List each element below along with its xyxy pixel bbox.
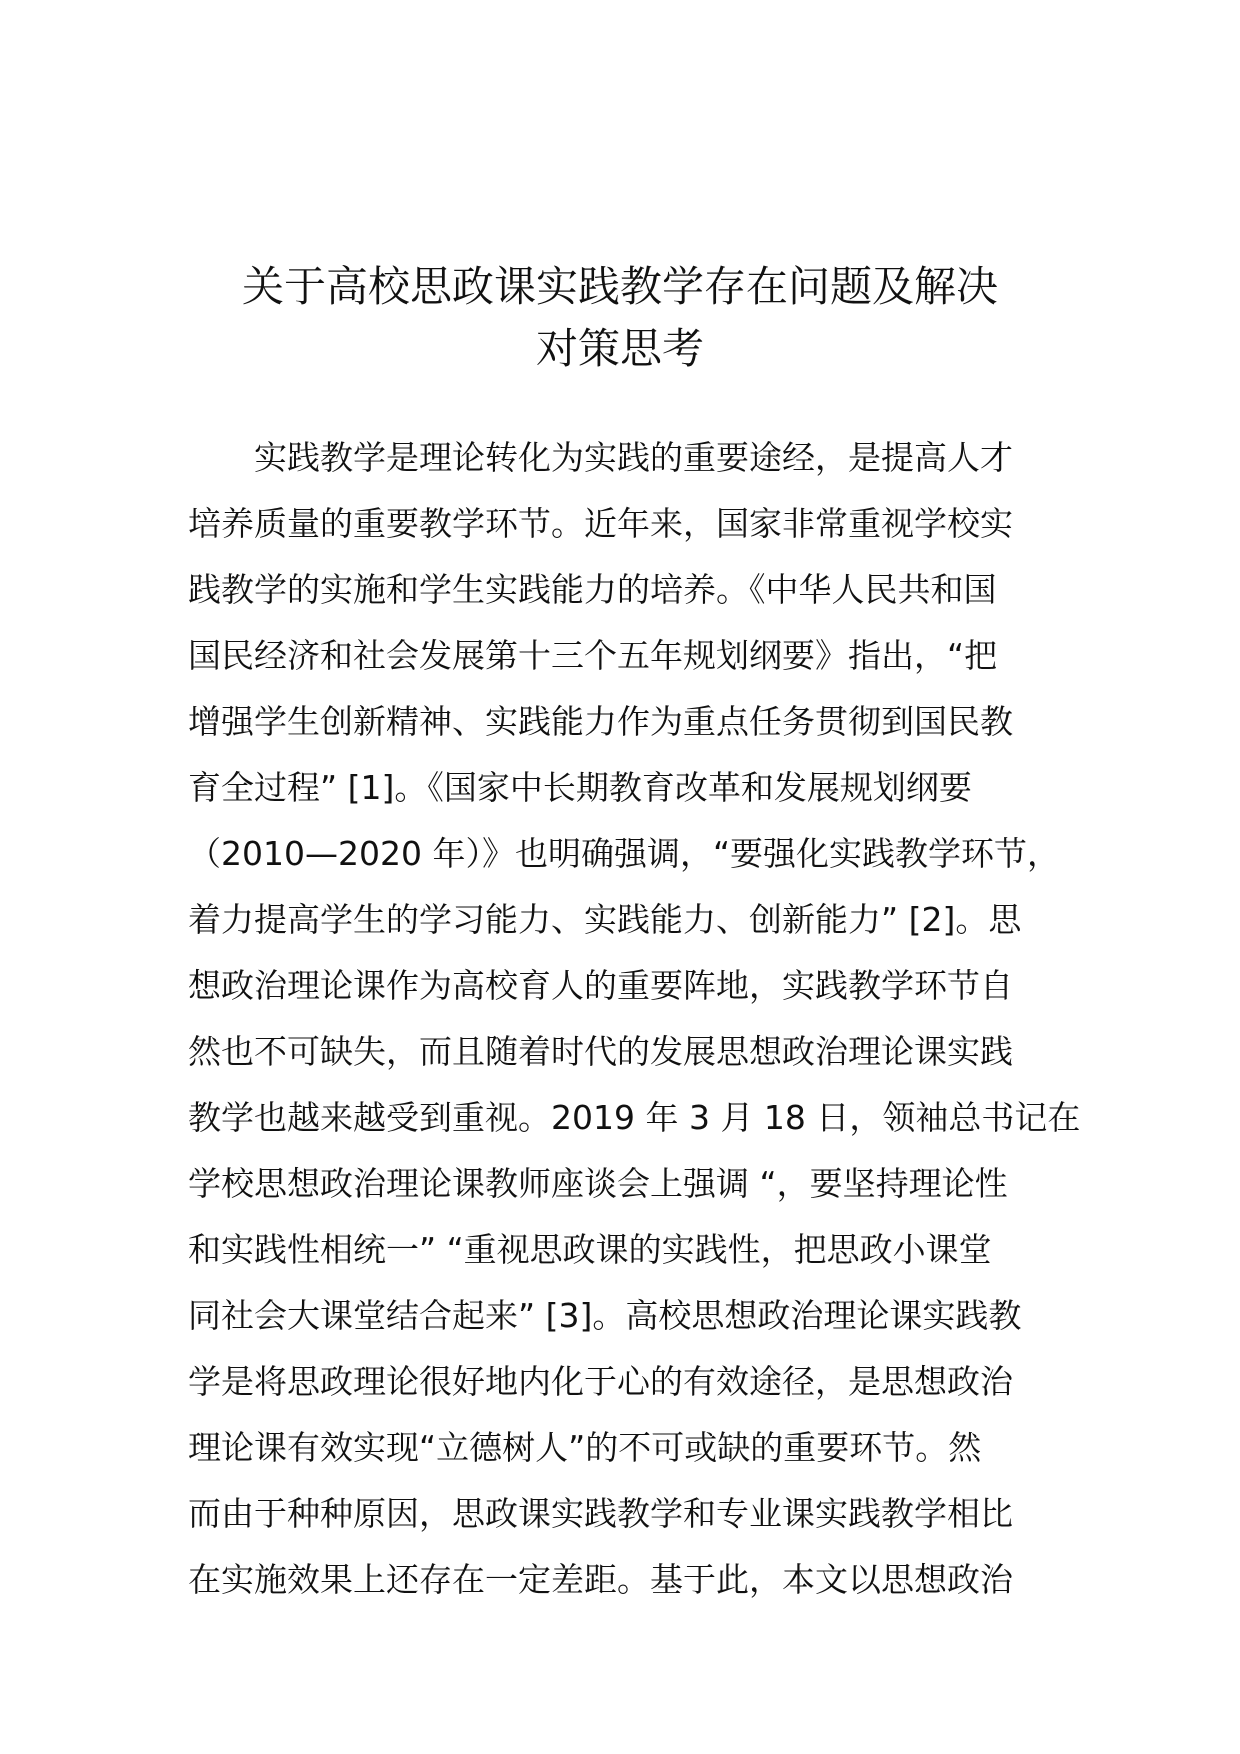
body-line: 和实践性相统一” “重视思政课的实践性，把思政小课堂	[188, 1230, 992, 1269]
title-line: 关于高校思政课实践教学存在问题及解决	[241, 262, 998, 312]
title-line: 对策思考	[535, 324, 704, 374]
body-line: 育全过程” [1]。《国家中长期教育改革和发展规划纲要	[188, 768, 972, 807]
body-line: 学是将思政理论很好地内化于心的有效途径，是思想政治	[188, 1362, 1013, 1401]
body-line: 教学也越来越受到重视。2019 年 3 月 18 日，领袖总书记在	[188, 1098, 1081, 1137]
body-line: 想政治理论课作为高校育人的重要阵地，实践教学环节自	[188, 966, 1013, 1005]
body-line: 践教学的实施和学生实践能力的培养。《中华人民共和国	[188, 570, 997, 609]
body-line: 在实施效果上还存在一定差距。基于此，本文以思想政治	[188, 1560, 1013, 1599]
body-line: 实践教学是理论转化为实践的重要途经，是提高人才	[254, 438, 1013, 477]
body-line: 而由于种种原因，思政课实践教学和专业课实践教学相比	[188, 1494, 1013, 1533]
body-line: 培养质量的重要教学环节。近年来，国家非常重视学校实	[188, 504, 1013, 543]
body-line: 然也不可缺失，而且随着时代的发展思想政治理论课实践	[188, 1032, 1013, 1071]
body-line: 着力提高学生的学习能力、实践能力、创新能力” [2]。思	[188, 900, 1022, 939]
body-line: 理论课有效实现“立德树人”的不可或缺的重要环节。然	[188, 1428, 982, 1467]
body-line: （2010—2020 年）》也明确强调，“要强化实践教学环节，	[188, 834, 1061, 873]
body-line: 学校思想政治理论课教师座谈会上强调 “，要坚持理论性	[188, 1164, 1008, 1203]
body-paragraph	[188, 425, 1081, 1613]
body-line: 增强学生创新精神、实践能力作为重点任务贯彻到国民教	[188, 702, 1013, 741]
body-line: 国民经济和社会发展第十三个五年规划纲要》指出，“把	[188, 636, 998, 675]
document-title	[150, 256, 1090, 380]
body-line: 同社会大课堂结合起来” [3]。高校思想政治理论课实践教	[188, 1296, 1022, 1335]
